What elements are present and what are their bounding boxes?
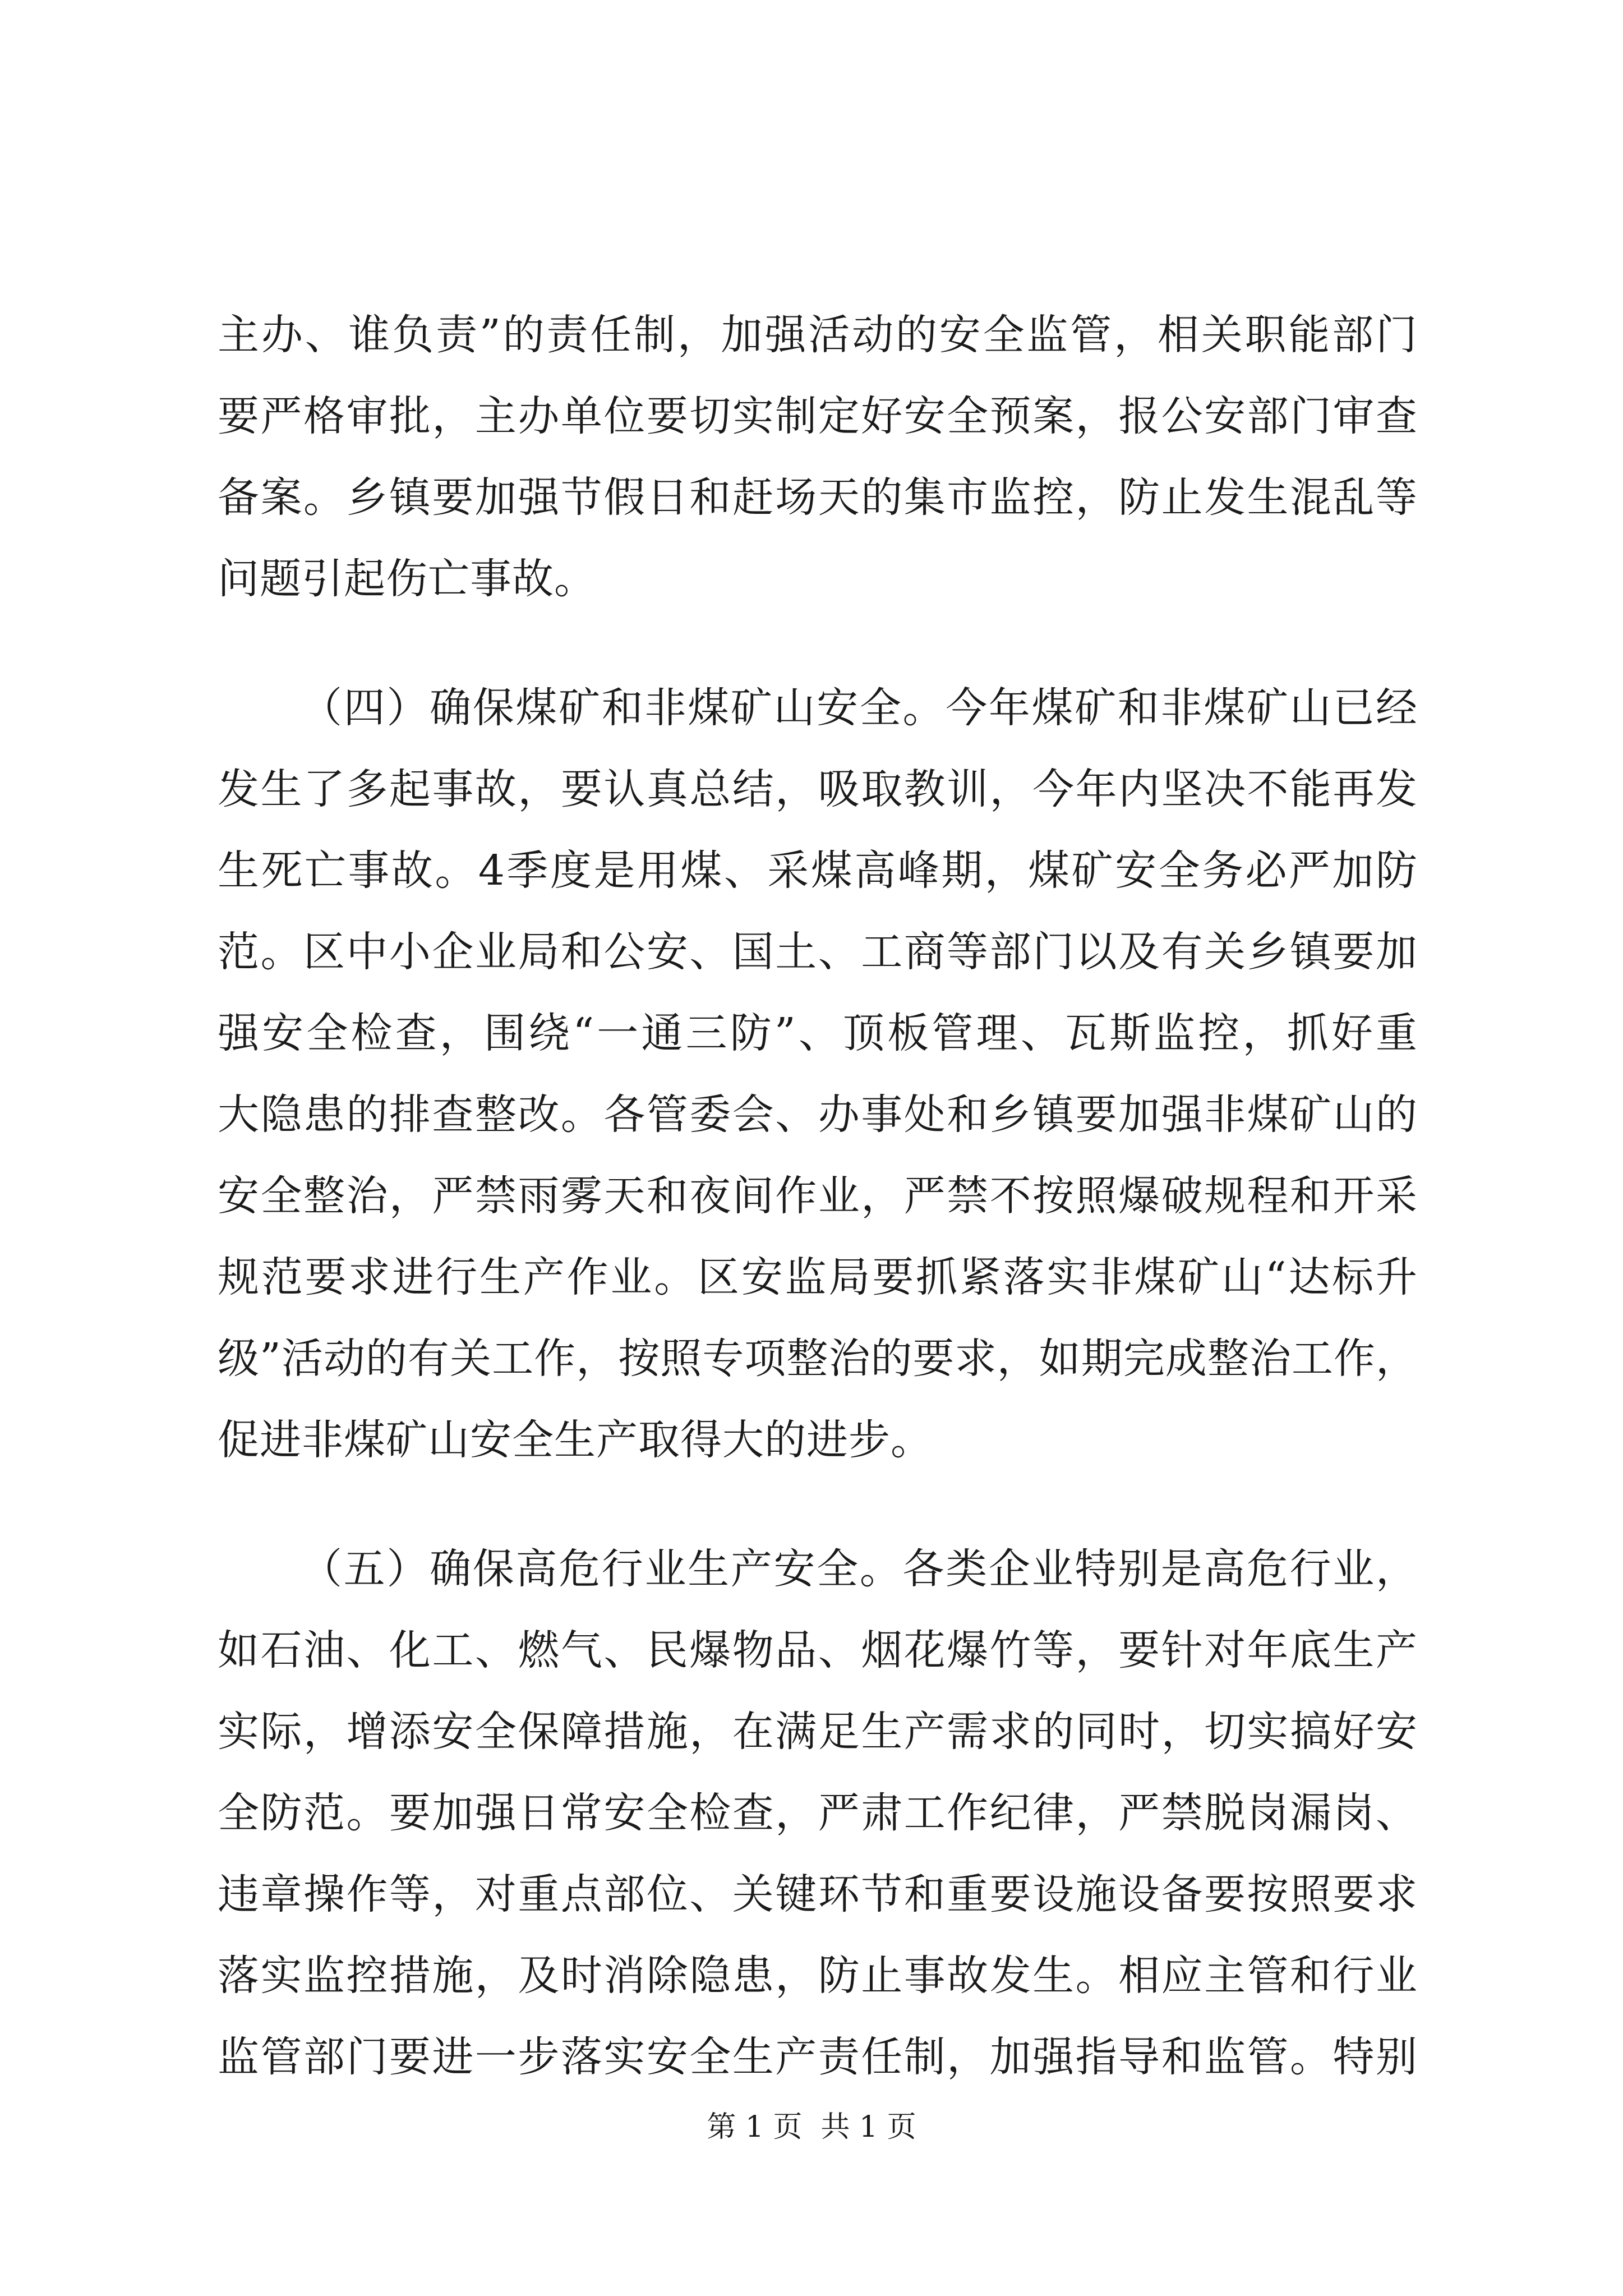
text-line: 安全整治，严禁雨雾天和夜间作业，严禁不按照爆破规程和开采 (218, 1172, 1418, 1220)
text-line: 生死亡事故。4季度是用煤、采煤高峰期，煤矿安全务必严加防 (218, 846, 1418, 895)
text-line: 主办、谁负责”的责任制，加强活动的安全监管，相关职能部门 (218, 311, 1418, 359)
text-line: 范。区中小企业局和公安、国土、工商等部门以及有关乡镇要加 (218, 928, 1418, 976)
text-line: （五）确保高危行业生产安全。各类企业特别是高危行业， (301, 1545, 1418, 1593)
text-line: 监管部门要进一步落实安全生产责任制，加强指导和监管。特别 (218, 2033, 1418, 2081)
text-line: 级”活动的有关工作，按照专项整治的要求，如期完成整治工作， (218, 1335, 1418, 1383)
text-line: 备案。乡镇要加强节假日和赶场天的集市监控，防止发生混乱等 (218, 473, 1418, 522)
text-line: 大隐患的排查整改。各管委会、办事处和乡镇要加强非煤矿山的 (218, 1091, 1418, 1139)
paragraph-3 (218, 1529, 1418, 2098)
paragraph-1 (218, 295, 1418, 620)
text-line: 规范要求进行生产作业。区安监局要抓紧落实非煤矿山“达标升 (218, 1253, 1418, 1301)
text-line: 要严格审批，主办单位要切实制定好安全预案，报公安部门审查 (218, 392, 1418, 440)
page-number-label: 第 1 页 共 1 页 (707, 2110, 916, 2144)
document-body (218, 295, 1418, 2098)
text-line: 落实监控措施，及时消除隐患，防止事故发生。相应主管和行业 (218, 1952, 1418, 2000)
paragraph-spacer (218, 620, 1418, 668)
text-line: （四）确保煤矿和非煤矿山安全。今年煤矿和非煤矿山已经 (301, 684, 1418, 732)
text-line: 促进非煤矿山安全生产取得大的进步。 (218, 1416, 933, 1464)
text-line: 如石油、化工、燃气、民爆物品、烟花爆竹等，要针对年底生产 (218, 1626, 1418, 1674)
paragraph-2 (218, 668, 1418, 1481)
text-line: 问题引起伤亡事故。 (218, 555, 596, 603)
text-line: 实际，增添安全保障措施，在满足生产需求的同时，切实搞好安 (218, 1708, 1418, 1756)
text-line: 全防范。要加强日常安全检查，严肃工作纪律，严禁脱岗漏岗、 (218, 1789, 1418, 1837)
paragraph-spacer (218, 1481, 1418, 1529)
text-line: 强安全检查，围绕“一通三防”、顶板管理、瓦斯监控，抓好重 (218, 1009, 1418, 1057)
text-line: 发生了多起事故，要认真总结，吸取教训，今年内坚决不能再发 (218, 765, 1418, 813)
text-line: 违章操作等，对重点部位、关键环节和重要设施设备要按照要求 (218, 1870, 1418, 1918)
page-footer (0, 2110, 1623, 2144)
